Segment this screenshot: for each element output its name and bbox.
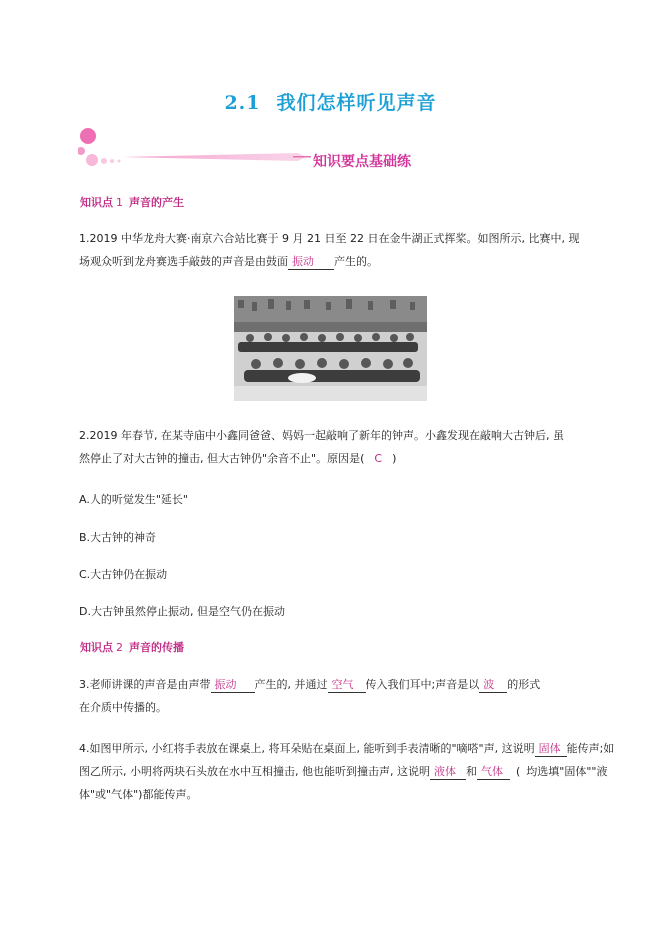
page-title (0, 88, 661, 115)
question-4 (79, 737, 619, 806)
section-number: 2 (116, 641, 123, 654)
q4-text: 和 (465, 765, 477, 778)
q4-text: 均选填"固体""液体"或"气体")都能传声。 (79, 765, 608, 801)
section-heading-2 (80, 639, 184, 655)
q4-answer-3: 气 (477, 765, 492, 780)
q2-text: 然停止了对大古钟的撞击, 但大古钟仍"余音不止"。原因是( (79, 452, 365, 465)
question-3 (79, 673, 624, 719)
q2-option-a: A.人的听觉发生"延长" (79, 493, 188, 506)
q2-answer: C (374, 452, 383, 465)
q4-text: ( (515, 765, 521, 778)
question-1 (79, 227, 619, 273)
q4-answer-2: 液体 (430, 765, 466, 780)
title-number: 2.1 (224, 92, 261, 114)
q3-answer-1: 振动 (211, 678, 255, 693)
q2-option-b: B.大古钟的神奇 (79, 531, 157, 544)
q3-answer-3: 波 (479, 678, 507, 693)
q1-line-2 (79, 250, 619, 273)
q2-option-d: D.大古钟虽然停止振动, 但是空气仍在振动 (79, 605, 285, 618)
section-label: 知识点 (80, 641, 113, 654)
q3-answer-2: 空气 (328, 678, 366, 693)
q3-text: 的形式 (507, 678, 541, 691)
section-heading-1 (80, 194, 184, 210)
q2-line-2 (79, 447, 619, 470)
q3-text: 3.老师讲课的声音是由声带 (79, 678, 211, 691)
q3-line-2: 在介质中传播的。 (79, 701, 167, 714)
q1-text-end: 产生的。 (334, 255, 378, 268)
question-2 (79, 424, 619, 470)
banner-label: 知识要点基础练 (313, 154, 411, 170)
q2-option-c: C.大古钟仍在振动 (79, 568, 168, 581)
section-number: 1 (116, 196, 123, 209)
section-label: 知识点 (80, 196, 113, 209)
dragon-boat-photo (234, 296, 427, 401)
q4-text: 能传声;如图乙所示, 小明将两块石头放在水中互相撞击, 他也能听到撞击声, 这说明 (79, 742, 615, 778)
q3-line-1 (79, 673, 624, 696)
q1-text: 场观众听到龙舟赛选手敲鼓的声音是由鼓面 (79, 255, 288, 268)
q3-text: 产生的, 并通过 (254, 678, 328, 691)
q2-text-end: ) (392, 452, 397, 465)
q1-answer: 振动 (288, 255, 334, 270)
q2-line-1: 2.2019 年春节, 在某寺庙中小鑫同爸爸、妈妈一起敲响了新年的钟声。小鑫发现在敲响大古钟后, 虽 (79, 429, 564, 442)
q4-answer-3-cont: 体 (492, 765, 510, 780)
q3-text: 传入我们耳中;声音是以 (365, 678, 480, 691)
section-topic: 声音的传播 (129, 641, 184, 654)
q4-text: 4.如图甲所示, 小红将手表放在课桌上, 将耳朵贴在桌面上, 能听到手表清晰的"嘀嗒"声, 这说明 (79, 742, 535, 755)
q4-answer-1: 固体 (535, 742, 567, 757)
q1-line-1: 1.2019 中华龙舟大赛·南京六合站比赛于 9 月 21 日至 22 日在金牛湖正式挥桨。如图所示, 比赛中, 现 (79, 232, 580, 245)
title-text: 我们怎样听见声音 (276, 92, 437, 114)
section-topic: 声音的产生 (129, 196, 184, 209)
